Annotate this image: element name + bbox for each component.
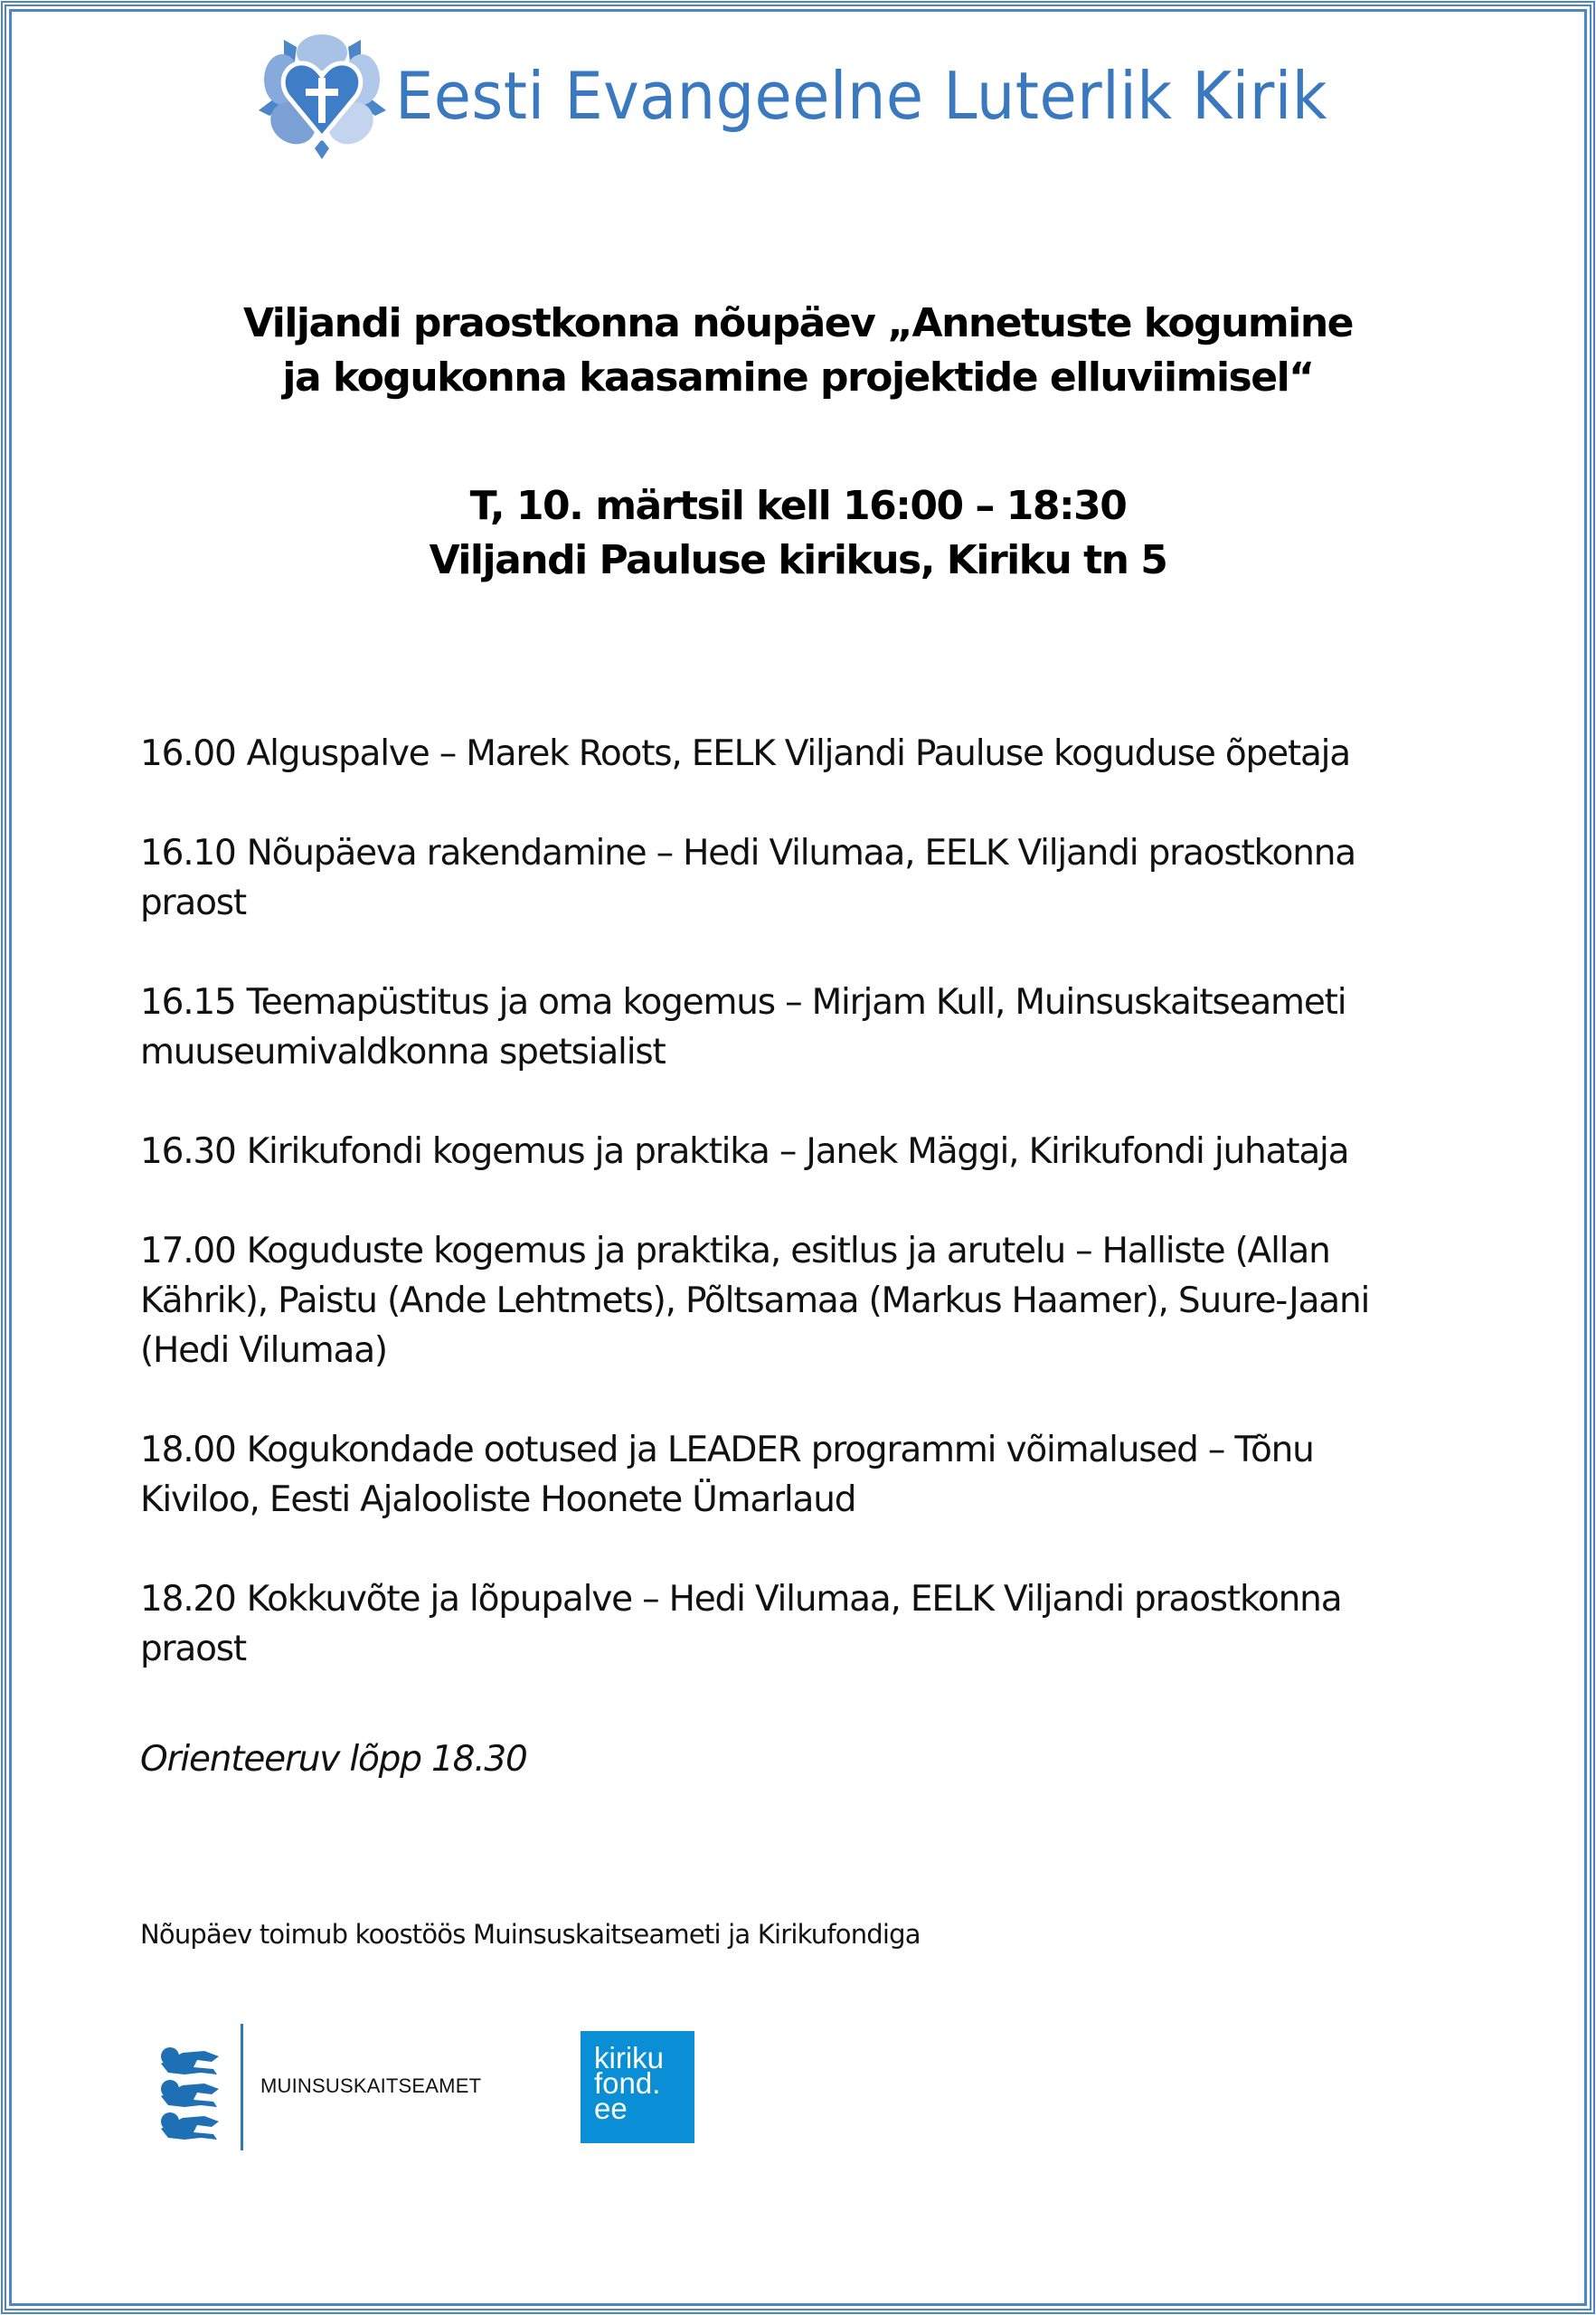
organization-name: Eesti Evangeelne Luterlik Kirik — [395, 58, 1328, 134]
agenda-item — [140, 1425, 1442, 1525]
kirikufond-logo — [581, 2031, 694, 2143]
agenda-time: 16.00 — [140, 733, 236, 774]
agenda-time: 18.20 — [140, 1579, 236, 1620]
agenda-text: Kogukondade ootused ja LEADER programmi võimalused – Tõnu Kiviloo, Eesti Ajalooliste Hoonete Ümarlaud — [140, 1430, 1314, 1520]
agenda-text: Nõupäeva rakendamine – Hedi Vilumaa, EELK Viljandi praostkonna praost — [140, 833, 1355, 923]
event-title-line: Viljandi praostkonna nõupäev „Annetuste kogumine — [242, 300, 1354, 346]
agenda-item — [140, 1127, 1442, 1176]
closing-note: Orienteeruv lõpp 18.30 — [140, 1739, 527, 1780]
agenda-item — [140, 1226, 1442, 1375]
agenda-list — [140, 729, 1442, 1724]
agenda-text: Kokkuvõte ja lõpupalve – Hedi Vilumaa, EELK Viljandi praostkonna praost — [140, 1579, 1342, 1669]
event-details — [0, 479, 1596, 588]
muinsuskaitseamet-name: MUINSUSKAITSEAMET — [260, 2074, 482, 2097]
kirikufond-logo-line: kiriku — [594, 2041, 665, 2074]
agenda-time: 16.15 — [140, 982, 236, 1023]
agenda-text: Alguspalve – Marek Roots, EELK Viljandi Pauluse koguduse õpetaja — [246, 733, 1351, 774]
event-location: Viljandi Pauluse kirikus, Kiriku tn 5 — [429, 537, 1167, 583]
cooperation-note: Nõupäev toimub koostöös Muinsuskaitseameti ja Kirikufondiga — [140, 1919, 921, 1950]
agenda-time: 16.10 — [140, 833, 236, 874]
agenda-text: Koguduste kogemus ja praktika, esitlus ja arutelu – Halliste (Allan Kährik), Paistu (Ande Lehtmets), Põltsamaa (Markus Haamer), Suure-Jaani (Hedi Vilumaa) — [140, 1231, 1370, 1371]
logo-divider — [241, 2024, 243, 2150]
estonian-coat-of-arms-icon — [157, 2044, 222, 2143]
agenda-item — [140, 1574, 1442, 1674]
header — [257, 33, 1398, 159]
event-title-line: ja kogukonna kaasamine projektide elluviimisel“ — [282, 354, 1314, 401]
kirikufond-logo-line: fond. — [594, 2066, 661, 2100]
agenda-time: 16.30 — [140, 1131, 236, 1172]
agenda-item — [140, 828, 1442, 928]
luther-rose-icon — [257, 33, 388, 159]
agenda-time: 17.00 — [140, 1231, 236, 1271]
event-date-time: T, 10. märtsil kell 16:00 – 18:30 — [469, 483, 1127, 529]
agenda-text: Teemapüstitus ja oma kogemus – Mirjam Kull, Muinsuskaitseameti muuseumivaldkonna spetsialist — [140, 982, 1346, 1072]
event-title — [0, 297, 1596, 405]
agenda-item — [140, 729, 1442, 779]
agenda-text: Kirikufondi kogemus ja praktika – Janek Mäggi, Kirikufondi juhataja — [246, 1131, 1349, 1172]
agenda-item — [140, 978, 1442, 1077]
kirikufond-logo-line: ee — [594, 2092, 628, 2125]
muinsuskaitseamet-logo — [154, 2024, 482, 2150]
agenda-time: 18.00 — [140, 1430, 236, 1470]
